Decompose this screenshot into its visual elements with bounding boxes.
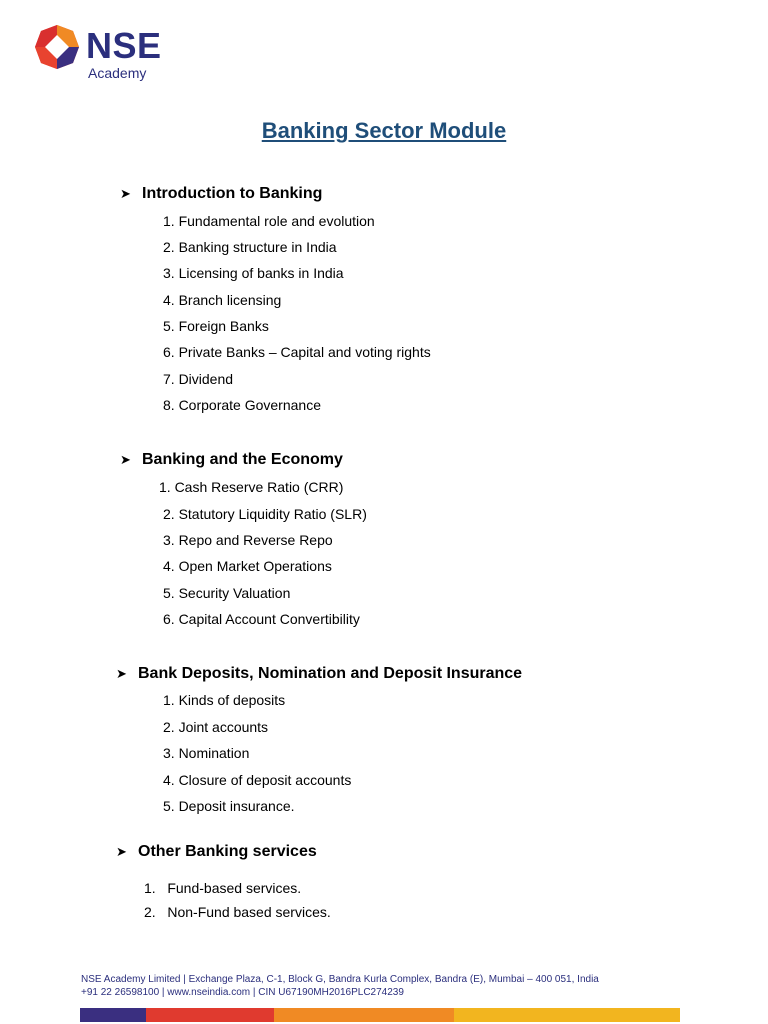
list-item: 4. Branch licensing	[163, 292, 282, 308]
list-item: 6. Private Banks – Capital and voting rights	[163, 344, 431, 360]
list-item: 5. Foreign Banks	[163, 318, 269, 334]
list-item: 4. Open Market Operations	[163, 558, 332, 574]
footer-color-bar-yellow	[454, 1008, 680, 1022]
footer-color-bar-orange	[274, 1008, 454, 1022]
arrow-bullet-icon: ➤	[116, 844, 127, 859]
list-item: 4. Closure of deposit accounts	[163, 772, 352, 788]
list-item: 2. Non-Fund based services.	[144, 904, 331, 920]
list-item: 5. Security Valuation	[163, 585, 291, 601]
list-item: 1. Kinds of deposits	[163, 692, 286, 708]
footer-color-bar-red	[146, 1008, 274, 1022]
list-item: 1. Fundamental role and evolution	[163, 213, 375, 229]
section-heading-label: Other Banking services	[138, 843, 317, 860]
section-heading-label: Banking and the Economy	[142, 451, 343, 468]
list-item: 2. Statutory Liquidity Ratio (SLR)	[163, 506, 367, 522]
arrow-bullet-icon: ➤	[116, 666, 127, 681]
list-item: 2. Banking structure in India	[163, 239, 337, 255]
section-heading-deposits	[116, 664, 522, 684]
list-item: 8. Corporate Governance	[163, 397, 321, 413]
section-heading-label: Bank Deposits, Nomination and Deposit Insurance	[138, 665, 523, 682]
arrow-bullet-icon: ➤	[120, 452, 131, 467]
list-item: 3. Repo and Reverse Repo	[163, 532, 333, 548]
page-title: Banking Sector Module	[261, 118, 507, 143]
nse-academy-logo	[34, 24, 174, 84]
logo-subtitle: Academy	[88, 65, 147, 81]
list-item: 2. Joint accounts	[163, 719, 269, 735]
list-item: 3. Licensing of banks in India	[163, 265, 344, 281]
arrow-bullet-icon: ➤	[120, 186, 131, 201]
section-heading-introduction	[120, 184, 322, 204]
logo-name: NSE	[86, 25, 162, 66]
section-heading-other-services	[116, 842, 317, 862]
list-item: 6. Capital Account Convertibility	[163, 611, 360, 627]
footer-address: NSE Academy Limited | Exchange Plaza, C-1, Block G, Bandra Kurla Complex, Bandra (E), Mumbai – 400 051, India	[81, 974, 599, 985]
section-heading-economy	[120, 450, 343, 470]
footer-contact: +91 22 26598100 | www.nseindia.com | CIN U67190MH2016PLC274239	[81, 987, 404, 998]
nse-logo-mark-icon	[34, 24, 80, 70]
list-item: 1. Cash Reserve Ratio (CRR)	[159, 479, 344, 495]
list-item: 3. Nomination	[163, 745, 250, 761]
list-item: 5. Deposit insurance.	[163, 798, 295, 814]
list-item: 7. Dividend	[163, 371, 234, 387]
section-heading-label: Introduction to Banking	[142, 185, 323, 202]
footer-color-bar-purple	[80, 1008, 146, 1022]
list-item: 1. Fund-based services.	[144, 880, 302, 896]
